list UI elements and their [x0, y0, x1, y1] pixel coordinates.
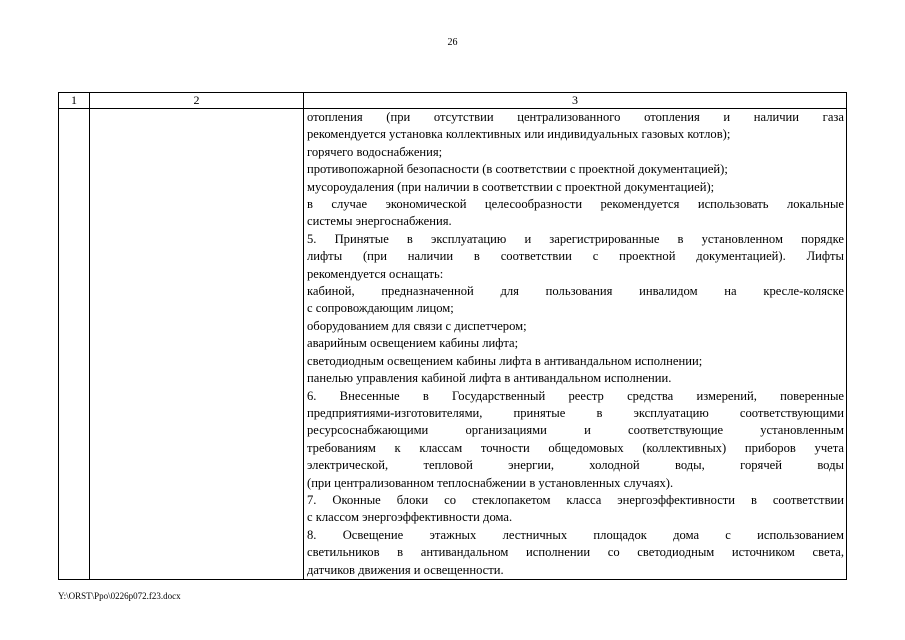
cell-col-2	[90, 109, 304, 580]
text-line: 7. Оконные блоки со стеклопакетом класса энергоэффективности в соответствии	[307, 492, 844, 507]
cell-text-block	[307, 109, 844, 579]
header-col-3: 3	[304, 93, 847, 109]
text-line: мусороудаления (при наличии в соответствии с проектной документацией);	[307, 179, 715, 194]
text-line: предприятиями-изготовителями, принятые в эксплуатацию соответствующими	[307, 405, 844, 420]
text-line: рекомендуется установка коллективных или индивидуальных газовых котлов);	[307, 127, 731, 142]
cell-col-3	[304, 109, 847, 580]
text-line: противопожарной безопасности (в соответствии с проектной документацией);	[307, 162, 728, 177]
text-line: в случае экономической целесообразности рекомендуется использовать локальные	[307, 197, 844, 212]
page-number: 26	[447, 37, 458, 48]
table-header-row	[59, 93, 847, 109]
text-line: (при централизованном теплоснабжении в установленных случаях).	[307, 475, 674, 490]
text-line: с сопровождающим лицом;	[307, 301, 454, 316]
text-line: датчиков движения и освещенности.	[307, 562, 504, 577]
text-line: лифты (при наличии в соответствии с проектной документацией). Лифты	[307, 249, 844, 264]
text-line: рекомендуется оснащать:	[307, 266, 444, 281]
text-line: ресурсоснабжающими организациями и соответствующие установленным	[307, 423, 844, 438]
text-line: 5. Принятые в эксплуатацию и зарегистрированные в установленном порядке	[307, 231, 844, 246]
table-row	[59, 109, 847, 580]
document-table	[58, 92, 847, 580]
text-line: горячего водоснабжения;	[307, 144, 443, 159]
text-line: кабиной, предназначенной для пользования инвалидом на кресле-коляске	[307, 284, 844, 299]
text-line: требованиям к классам точности общедомовых (коллективных) приборов учета	[307, 440, 844, 455]
text-line: 6. Внесенные в Государственный реестр средства измерений, поверенные	[307, 388, 844, 403]
text-line: 8. Освещение этажных лестничных площадок дома с использованием	[307, 527, 844, 542]
header-col-2: 2	[90, 93, 304, 109]
text-line: оборудованием для связи с диспетчером;	[307, 318, 527, 333]
text-line: с классом энергоэффективности дома.	[307, 510, 513, 525]
text-line: электрической, тепловой энергии, холодной воды, горячей воды	[307, 458, 844, 473]
text-line: светильников в антивандальном исполнении со светодиодным источником света,	[307, 545, 844, 560]
footer-file-path: Y:\ORST\Ppo\0226p072.f23.docx	[58, 591, 181, 601]
text-line: светодиодным освещением кабины лифта в антивандальном исполнении;	[307, 353, 703, 368]
cell-col-1	[59, 109, 90, 580]
text-line: отопления (при отсутствии централизованного отопления и наличии газа	[307, 110, 844, 124]
text-line: аварийным освещением кабины лифта;	[307, 336, 519, 351]
text-line: системы энергоснабжения.	[307, 214, 452, 229]
header-col-1: 1	[59, 93, 90, 109]
text-line: панелью управления кабиной лифта в антивандальном исполнении.	[307, 371, 672, 386]
